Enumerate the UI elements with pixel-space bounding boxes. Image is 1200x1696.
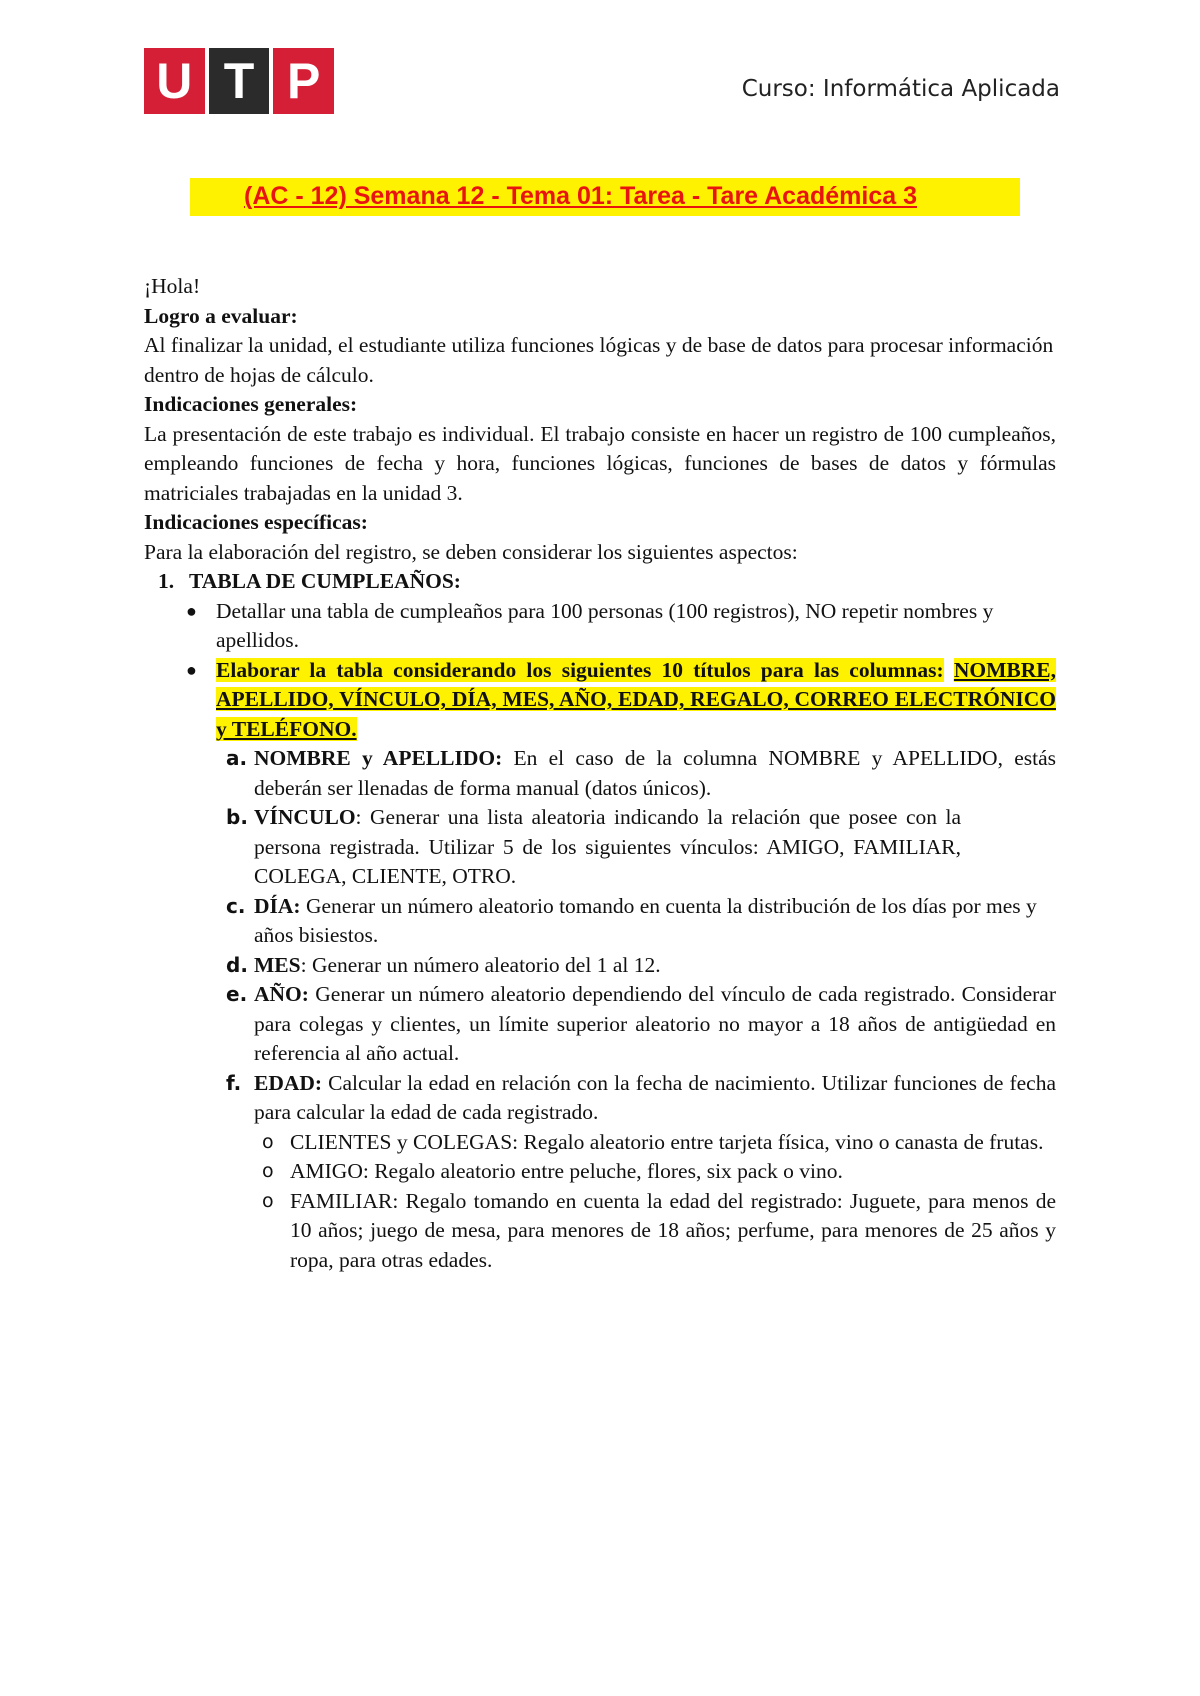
logo-letter-u: U (144, 48, 205, 114)
document-body (144, 272, 1056, 1275)
bullet-item (144, 597, 1056, 656)
bullet-item (144, 656, 1056, 745)
section-title: TABLA DE CUMPLEAÑOS: (189, 569, 461, 593)
item-letter: a. (226, 746, 248, 770)
sub-item-text: AMIGO: Regalo aleatorio entre peluche, flores, six pack o vino. (290, 1159, 843, 1183)
item-label: EDAD: (254, 1070, 323, 1095)
item-letter: b. (226, 805, 248, 829)
sub-item-text: FAMILIAR: Regalo tomando en cuenta la edad del registrado: Juguete, para menos de 10 años; juego de mesa, para menores de 18 años; perfume, para menores de 25 años y ropa, para otras edades. (290, 1188, 1056, 1272)
generales-heading: Indicaciones generales: (144, 392, 358, 416)
circle-bullet-icon: o (262, 1160, 274, 1182)
item-label: NOMBRE y APELLIDO: (254, 746, 503, 770)
item-label: MES (254, 952, 301, 977)
title-block (190, 178, 1020, 216)
item-text: Generar un número aleatorio tomando en cuenta la distribución de los días por mes y años bisiestos. (254, 893, 1037, 947)
bullet-2-bold-text: Elaborar la tabla considerando los siguientes 10 títulos para las columnas: (216, 657, 944, 682)
bullet-icon: ● (186, 659, 197, 680)
item-text: Calcular la edad en relación con la fecha de nacimiento. Utilizar funciones de fecha para calcular la edad de cada registrado. (254, 1070, 1056, 1124)
logro-text: Al finalizar la unidad, el estudiante utiliza funciones lógicas y de base de datos para procesar información dentro de hojas de cálculo. (144, 333, 1054, 387)
list-item (144, 951, 1056, 981)
sub-list-item (144, 1157, 1056, 1187)
section-number: 1. (158, 569, 175, 593)
list-item (144, 980, 1056, 1069)
course-label: Curso: Informática Aplicada (741, 76, 1060, 102)
sub-list-item (144, 1128, 1056, 1158)
bullet-2-columns-text: NOMBRE, APELLIDO, VÍNCULO, DÍA, MES, AÑO, EDAD, REGALO, CORREO ELECTRÓNICO y TELÉFONO. (216, 657, 1057, 741)
list-item (144, 1069, 1056, 1128)
page-title: (AC - 12) Semana 12 - Tema 01: Tarea - Tare Académica 3 (244, 182, 917, 210)
circle-bullet-icon: o (262, 1189, 274, 1212)
logo-letter-t: T (209, 48, 270, 114)
item-label: VÍNCULO (254, 805, 356, 829)
item-text: Generar un número aleatorio dependiendo del vínculo de cada registrado. Considerar para colegas y clientes, un límite superior aleatorio no mayor a 18 años de antigüedad en referencia al año actual. (254, 982, 1056, 1065)
sub-item-text: CLIENTES y COLEGAS: Regalo aleatorio entre tarjeta física, vino o canasta de frutas. (290, 1129, 1044, 1154)
generales-text: La presentación de este trabajo es individual. El trabajo consiste en hacer un registro de 100 cumpleaños, empleando funciones de fecha y hora, funciones lógicas, funciones de bases de datos y fórmulas matriciales trabajadas en la unidad 3. (144, 421, 1056, 505)
list-item (144, 803, 1056, 892)
item-text: : Generar una lista aleatoria indicando la relación que posee con la persona registrada. Utilizar 5 de los siguientes vínculos: AMIGO, FAMILIAR, COLEGA, CLIENTE, OTRO. (254, 805, 961, 888)
utp-logo (144, 48, 334, 114)
item-label: DÍA: (254, 893, 301, 918)
greeting: ¡Hola! (144, 274, 201, 298)
list-item (144, 892, 1056, 951)
item-letter: e. (226, 982, 248, 1006)
logro-heading: Logro a evaluar: (144, 303, 298, 328)
item-letter: f. (226, 1070, 242, 1095)
list-item (144, 744, 1056, 803)
especificas-heading: Indicaciones específicas: (144, 510, 368, 534)
sub-list-item (144, 1187, 1056, 1276)
item-label: AÑO: (254, 982, 309, 1006)
item-text: En el caso de la columna NOMBRE y APELLIDO, estás deberán ser llenadas de forma manual (datos únicos). (254, 746, 1056, 800)
item-text: : Generar un número aleatorio del 1 al 12. (300, 952, 661, 977)
section-1-heading (144, 567, 1056, 597)
circle-bullet-icon: o (262, 1130, 274, 1153)
item-letter: c. (226, 893, 246, 918)
logo-letter-p: P (273, 48, 334, 114)
bullet-icon: ● (186, 600, 197, 621)
item-letter: d. (226, 952, 248, 977)
especificas-text: Para la elaboración del registro, se deben considerar los siguientes aspectos: (144, 539, 798, 564)
bullet-1-text: Detallar una tabla de cumpleaños para 100 personas (100 registros), NO repetir nombres y apellidos. (216, 598, 994, 652)
